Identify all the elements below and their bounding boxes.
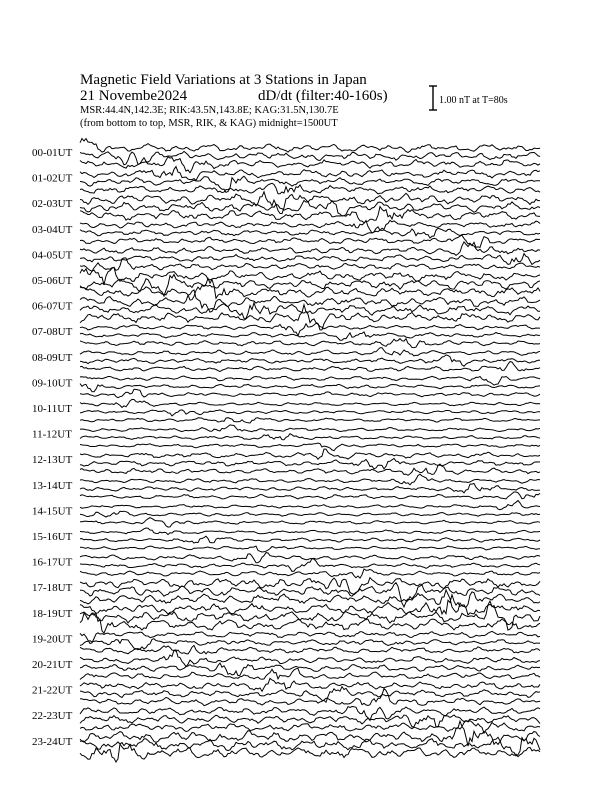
quantity-label: dD/dt (filter:40-160s) <box>258 88 388 104</box>
trace-13-14ut-msr <box>80 492 540 499</box>
trace-11-12ut-kag <box>80 425 540 432</box>
trace-08-09ut-rik <box>80 355 540 366</box>
trace-12-13ut-kag <box>80 449 540 459</box>
trace-14-15ut-rik <box>80 511 540 517</box>
trace-19-20ut-rik <box>80 639 540 649</box>
row-label-09-10ut: 09-10UT <box>32 377 73 390</box>
trace-07-08ut-rik <box>80 332 540 340</box>
trace-01-02ut-kag <box>80 167 540 181</box>
trace-17-18ut-rik <box>80 583 540 607</box>
trace-08-09ut-msr <box>80 362 540 372</box>
row-label-08-09ut: 08-09UT <box>32 351 73 364</box>
row-label-05-06ut: 05-06UT <box>32 275 73 287</box>
scale-bar-label: 1.00 nT at T=80s <box>439 95 508 106</box>
scale-bar <box>429 86 437 110</box>
traces <box>80 139 540 763</box>
row-label-19-20ut: 19-20UT <box>32 633 73 646</box>
trace-07-08ut-msr <box>80 339 540 348</box>
trace-21-22ut-msr <box>80 689 540 706</box>
trace-19-20ut-msr <box>80 645 540 654</box>
trace-01-02ut-rik <box>80 176 540 192</box>
trace-14-15ut-kag <box>80 501 540 510</box>
row-label-14-15ut: 14-15UT <box>32 505 73 518</box>
row-label-12-13ut: 12-13UT <box>32 454 73 467</box>
trace-10-11ut-kag <box>80 399 540 407</box>
chart-title: Magnetic Field Variations at 3 Stations in Japan <box>80 72 367 88</box>
trace-12-13ut-rik <box>80 458 540 469</box>
trace-15-16ut-msr <box>80 546 540 552</box>
row-labels <box>32 147 73 748</box>
row-label-06-07ut: 06-07UT <box>32 300 73 313</box>
trace-03-04ut-rik <box>80 228 540 238</box>
row-label-04-05ut: 04-05UT <box>32 249 73 262</box>
trace-06-07ut-msr <box>80 305 540 330</box>
row-label-00-01ut: 00-01UT <box>32 147 73 159</box>
row-label-23-24ut: 23-24UT <box>32 735 73 748</box>
row-label-02-03ut: 02-03UT <box>32 198 73 211</box>
row-label-17-18ut: 17-18UT <box>32 582 73 595</box>
row-label-21-22ut: 21-22UT <box>32 684 73 697</box>
station-order-note: (from bottom to top, MSR, RIK, & KAG) midnight=1500UT <box>80 118 338 129</box>
trace-11-12ut-rik <box>80 434 540 440</box>
row-label-16-17ut: 16-17UT <box>32 556 73 569</box>
trace-20-21ut-rik <box>80 663 540 676</box>
trace-09-10ut-msr <box>80 389 540 397</box>
trace-02-03ut-msr <box>80 207 540 223</box>
trace-04-05ut-rik <box>80 254 540 265</box>
row-label-01-02ut: 01-02UT <box>32 172 73 185</box>
trace-08-09ut-kag <box>80 348 540 356</box>
trace-03-04ut-msr <box>80 235 540 247</box>
trace-13-14ut-kag <box>80 474 540 485</box>
trace-23-24ut-kag <box>80 721 540 746</box>
trace-06-07ut-kag <box>80 290 540 312</box>
trace-13-14ut-rik <box>80 484 540 493</box>
station-coordinates: MSR:44.4N,142.3E; RIK:43.5N,143.8E; KAG:31.5N,130.7E <box>80 105 339 116</box>
trace-18-19ut-rik <box>80 601 540 630</box>
trace-12-13ut-msr <box>80 464 540 475</box>
trace-21-22ut-rik <box>80 687 540 703</box>
trace-20-21ut-msr <box>80 668 540 679</box>
row-label-15-16ut: 15-16UT <box>32 531 73 543</box>
trace-01-02ut-msr <box>80 183 540 194</box>
date-label: 21 Novembe2024 <box>80 88 188 104</box>
trace-16-17ut-rik <box>80 559 540 572</box>
row-label-20-21ut: 20-21UT <box>32 659 73 671</box>
row-label-11-12ut: 11-12UT <box>32 428 72 441</box>
trace-16-17ut-msr <box>80 569 540 578</box>
row-label-03-04ut: 03-04UT <box>32 223 73 236</box>
trace-05-06ut-rik <box>80 275 540 297</box>
row-label-10-11ut: 10-11UT <box>32 403 72 415</box>
trace-09-10ut-kag <box>80 376 540 385</box>
row-label-18-19ut: 18-19UT <box>32 607 73 620</box>
trace-14-15ut-msr <box>80 518 540 528</box>
trace-00-01ut-rik <box>80 151 540 165</box>
trace-04-05ut-msr <box>80 258 540 271</box>
row-label-07-08ut: 07-08UT <box>32 326 73 339</box>
trace-15-16ut-kag <box>80 528 540 535</box>
trace-10-11ut-rik <box>80 410 540 416</box>
trace-20-21ut-kag <box>80 650 540 667</box>
row-label-22-23ut: 22-23UT <box>32 710 73 723</box>
trace-00-01ut-kag <box>80 139 540 153</box>
trace-10-11ut-msr <box>80 418 540 423</box>
trace-21-22ut-kag <box>80 678 540 691</box>
trace-11-12ut-msr <box>80 443 540 451</box>
trace-09-10ut-rik <box>80 384 540 392</box>
row-label-13-14ut: 13-14UT <box>32 479 73 492</box>
trace-17-18ut-kag <box>80 578 540 595</box>
trace-15-16ut-rik <box>80 536 540 543</box>
